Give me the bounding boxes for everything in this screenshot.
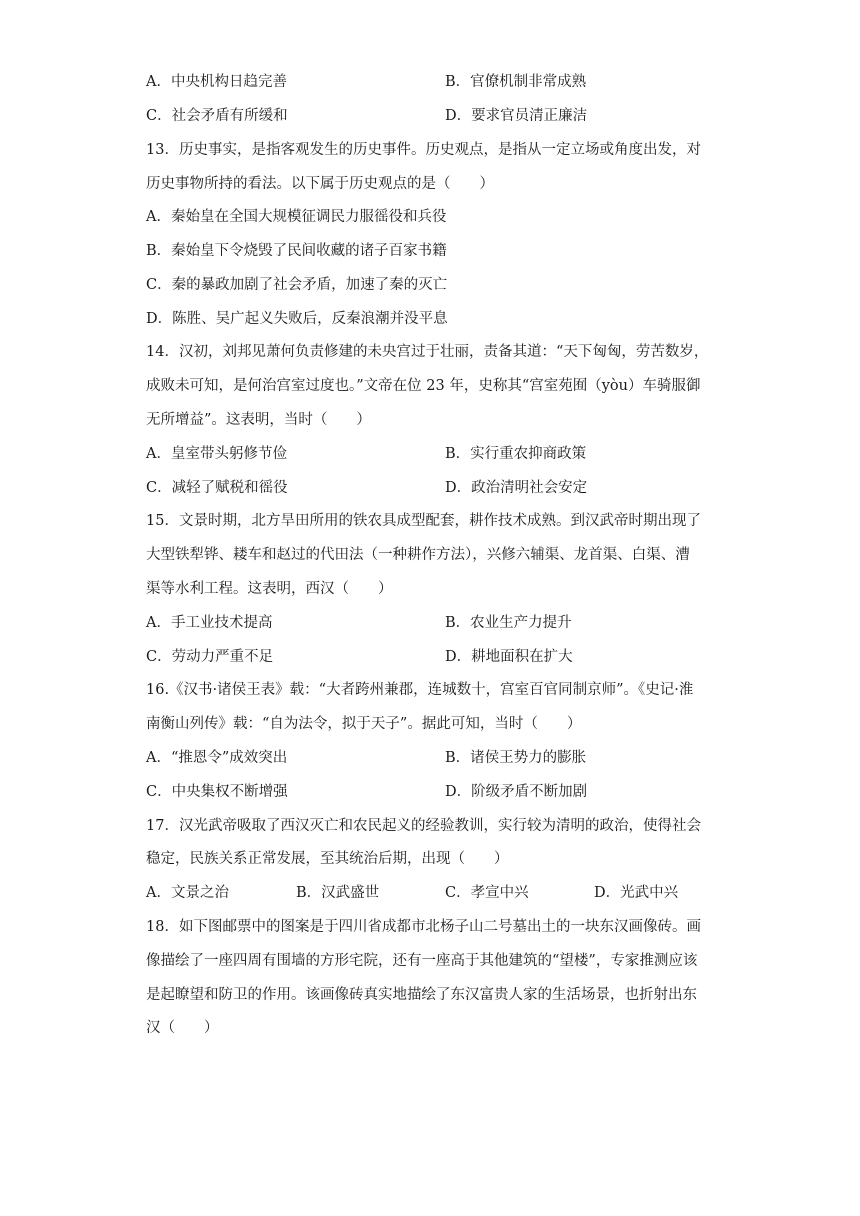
q13-option-d: D．陈胜、吴广起义失败后，反秦浪潮并没平息 xyxy=(146,311,448,327)
q16-option-d: D．阶级矛盾不断加剧 xyxy=(445,784,588,800)
q18-stem-line-1: 18．如下图邮票中的图案是于四川省成都市北杨子山二号墓出土的一块东汉画像砖。画 xyxy=(146,919,701,935)
q17-option-d: D．光武中兴 xyxy=(594,885,679,901)
q12-option-b: B．官僚机制非常成熟 xyxy=(445,74,587,90)
q14-option-a: A．皇室带头躬修节俭 xyxy=(146,446,287,462)
q13-stem-line-1: 13．历史事实，是指客观发生的历史事件。历史观点，是指从一定立场或角度出发，对 xyxy=(146,142,701,158)
q17-stem-line-2: 稳定，民族关系正常发展，至其统治后期，出现（ ） xyxy=(146,851,509,867)
q18-stem-line-2: 像描绘了一座四周有围墙的方形宅院，还有一座高于其他建筑的“望楼”，专家推测应该 xyxy=(146,953,698,969)
q14-option-c: C．减轻了赋税和徭役 xyxy=(146,480,288,496)
q14-stem-line-1: 14．汉初，刘邦见萧何负责修建的未央宫过于壮丽，责备其道：“天下匈匈，劳苦数岁， xyxy=(146,344,709,360)
q15-stem-line-3: 渠等水利工程。这表明，西汉（ ） xyxy=(146,581,393,597)
q12-option-d: D．要求官员清正廉洁 xyxy=(445,108,588,124)
q14-option-b: B．实行重农抑商政策 xyxy=(445,446,587,462)
q15-stem-line-1: 15．文景时期，北方旱田所用的铁农具成型配套，耕作技术成熟。到汉武帝时期出现了 xyxy=(146,513,701,529)
q14-option-d: D．政治清明社会安定 xyxy=(445,480,588,496)
q13-option-a: A．秦始皇在全国大规模征调民力服徭役和兵役 xyxy=(146,209,447,225)
q15-stem-line-2: 大型铁犁铧、耧车和赵过的代田法（一种耕作方法），兴修六辅渠、龙首渠、白渠、漕 xyxy=(146,547,690,563)
q17-option-c: C．孝宣中兴 xyxy=(445,885,529,901)
q14-stem-line-2: 成败未可知，是何治宫室过度也。”文帝在位 23 年，史称其“宫室苑囿（yòu）车骑服御 xyxy=(146,378,701,394)
q15-option-a: A．手工业技术提高 xyxy=(146,615,273,631)
q12-option-a: A．中央机构日趋完善 xyxy=(146,74,287,90)
q17-option-a: A．文景之治 xyxy=(146,885,229,901)
q15-option-d: D．耕地面积在扩大 xyxy=(445,649,573,665)
q18-stem-line-4: 汉（ ） xyxy=(146,1020,219,1036)
q13-stem-line-2: 历史事物所持的看法。以下属于历史观点的是（ ） xyxy=(146,176,494,192)
q14-stem-line-3: 无所增益”。这表明，当时（ ） xyxy=(146,412,371,428)
q15-option-c: C．劳动力严重不足 xyxy=(146,649,274,665)
q16-stem-line-2: 南衡山列传》载：“自为法令，拟于天子”。据此可知，当时（ ） xyxy=(146,716,582,732)
q17-stem-line-1: 17．汉光武帝吸取了西汉灭亡和农民起义的经验教训，实行较为清明的政治，使得社会 xyxy=(146,818,701,834)
q17-option-b: B．汉武盛世 xyxy=(296,885,380,901)
q13-option-c: C．秦的暴政加剧了社会矛盾，加速了秦的灭亡 xyxy=(146,277,448,293)
q15-option-b: B．农业生产力提升 xyxy=(445,615,572,631)
q16-option-b: B．诸侯王势力的膨胀 xyxy=(445,750,587,766)
q18-stem-line-3: 是起瞭望和防卫的作用。该画像砖真实地描绘了东汉富贵人家的生活场景，也折射出东 xyxy=(146,987,697,1003)
q16-option-c: C．中央集权不断增强 xyxy=(146,784,288,800)
q13-option-b: B．秦始皇下令烧毁了民间收藏的诸子百家书籍 xyxy=(146,243,447,259)
q16-stem-line-1: 16.《汉书·诸侯王表》载：“大者跨州兼郡，连城数十，宫室百官同制京师”。《史记·淮 xyxy=(146,682,694,698)
q16-option-a: A．“推恩令”成效突出 xyxy=(146,750,288,766)
q12-option-c: C．社会矛盾有所缓和 xyxy=(146,108,288,124)
